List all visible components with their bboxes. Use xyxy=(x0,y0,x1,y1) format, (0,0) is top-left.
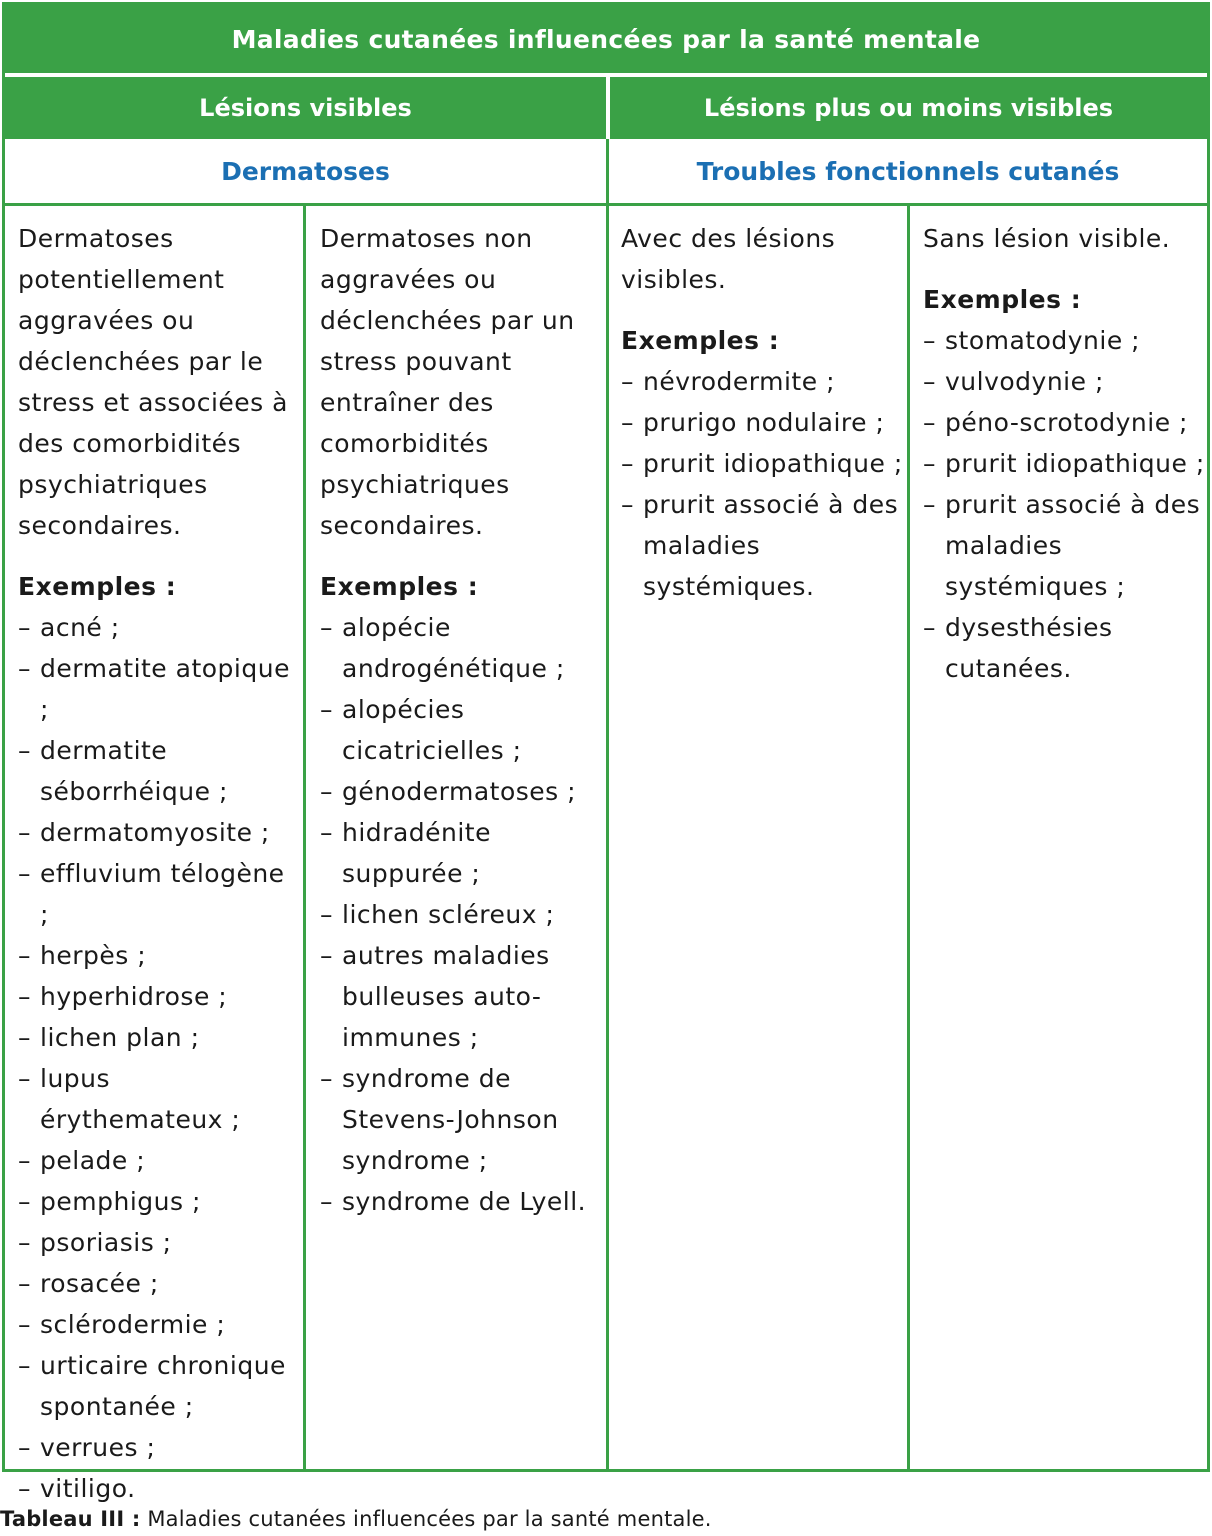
example-item: – effluvium télogène ; xyxy=(18,853,300,935)
examples-list xyxy=(621,361,907,607)
example-item: – prurigo nodulaire ; xyxy=(621,402,907,443)
example-item: – lichen scléreux ; xyxy=(320,894,605,935)
subgroup-dermatoses: Dermatoses xyxy=(221,156,390,186)
column-dermatoses-non-aggravees xyxy=(320,218,605,1222)
example-item: – syndrome de Stevens-Johnson syndrome ; xyxy=(320,1058,605,1181)
column-description: Avec des lésions visibles. xyxy=(621,224,836,294)
column-description: Dermatoses non aggravées ou déclenchées par un stress pouvant entraîner des comorbidités psychiatriques secondaires. xyxy=(320,224,575,540)
example-item: – psoriasis ; xyxy=(18,1222,300,1263)
example-item: – syndrome de Lyell. xyxy=(320,1181,605,1222)
column-lesions-visibles xyxy=(621,218,907,607)
example-item: – rosacée ; xyxy=(18,1263,300,1304)
example-item: – dermatite atopique ; xyxy=(18,648,300,730)
example-item: – prurit associé à des maladies systémiques. xyxy=(621,484,907,607)
example-item: – dermatomyosite ; xyxy=(18,812,300,853)
example-item: – herpès ; xyxy=(18,935,300,976)
example-item: – pemphigus ; xyxy=(18,1181,300,1222)
example-item: – vulvodynie ; xyxy=(923,361,1207,402)
caption-text: Maladies cutanées influencées par la santé mentale. xyxy=(140,1507,712,1531)
example-item: – péno-scrotodynie ; xyxy=(923,402,1207,443)
column-dermatoses-aggravees xyxy=(18,218,300,1509)
column-description: Dermatoses potentiellement aggravées ou déclenchées par le stress et associées à des comorbidités psychiatriques secondaires. xyxy=(18,224,288,540)
example-item: – alopécie androgénétique ; xyxy=(320,607,605,689)
column-sans-lesion xyxy=(923,218,1207,689)
example-item: – dysesthésies cutanées. xyxy=(923,607,1207,689)
column-description: Sans lésion visible. xyxy=(923,224,1171,253)
examples-list xyxy=(923,320,1207,689)
example-item: – hyperhidrose ; xyxy=(18,976,300,1017)
example-item: – acné ; xyxy=(18,607,300,648)
group-header-more-or-less-visible: Lésions plus ou moins visibles xyxy=(703,94,1114,122)
column-divider xyxy=(907,206,910,1470)
examples-list xyxy=(18,607,300,1509)
table-caption xyxy=(0,1507,712,1531)
example-item: – génodermatoses ; xyxy=(320,771,605,812)
example-item: – vitiligo. xyxy=(18,1468,300,1509)
example-item: – lupus érythemateux ; xyxy=(18,1058,300,1140)
caption-label: Tableau III : xyxy=(0,1507,141,1531)
examples-label: Exemples : xyxy=(18,572,177,601)
table xyxy=(2,2,1210,1503)
example-item: – pelade ; xyxy=(18,1140,300,1181)
example-item: – hidradénite suppurée ; xyxy=(320,812,605,894)
table-title: Maladies cutanées influencées par la santé mentale xyxy=(5,5,1207,73)
column-divider xyxy=(303,206,306,1470)
example-item: – prurit associé à des maladies systémiques ; xyxy=(923,484,1207,607)
example-item: – névrodermite ; xyxy=(621,361,907,402)
column-divider xyxy=(606,139,609,1470)
example-item: – dermatite séborrhéique ; xyxy=(18,730,300,812)
example-item: – autres maladies bulleuses auto-immunes ; xyxy=(320,935,605,1058)
examples-label: Exemples : xyxy=(621,326,780,355)
examples-label: Exemples : xyxy=(923,285,1082,314)
examples-list xyxy=(320,607,605,1222)
example-item: – urticaire chronique spontanée ; xyxy=(18,1345,300,1427)
example-item: – alopécies cicatricielles ; xyxy=(320,689,605,771)
example-item: – prurit idiopathique ; xyxy=(923,443,1207,484)
example-item: – lichen plan ; xyxy=(18,1017,300,1058)
example-item: – prurit idiopathique ; xyxy=(621,443,907,484)
group-header-row xyxy=(5,77,1207,139)
examples-label: Exemples : xyxy=(320,572,479,601)
example-item: – stomatodynie ; xyxy=(923,320,1207,361)
group-header-visible: Lésions visibles xyxy=(199,94,412,122)
example-item: – verrues ; xyxy=(18,1427,300,1468)
subgroup-troubles-fonctionnels: Troubles fonctionnels cutanés xyxy=(696,156,1120,186)
example-item: – sclérodermie ; xyxy=(18,1304,300,1345)
